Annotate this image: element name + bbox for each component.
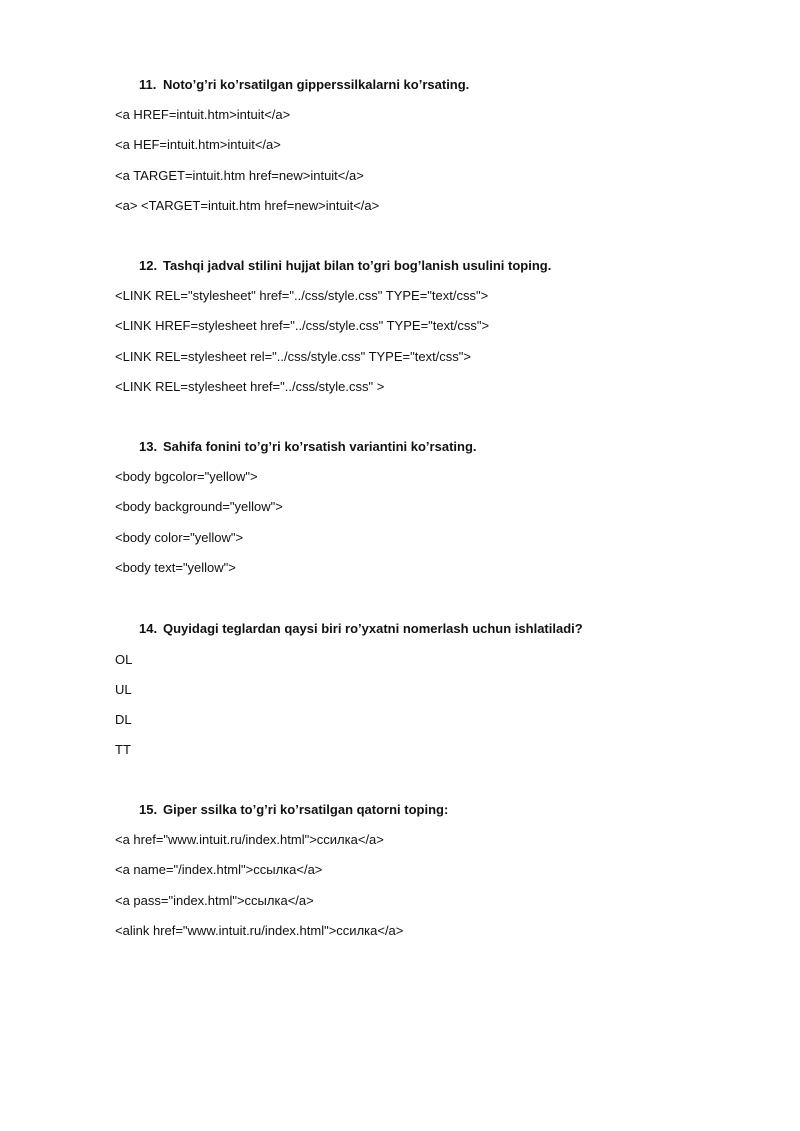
answer-option: <a TARGET=intuit.htm href=new>intuit</a> (115, 168, 364, 183)
question-text: Noto’g’ri ko’rsatilgan gipperssilkalarni ko’rsating. (163, 77, 470, 92)
answer-option: <body bgcolor="yellow"> (115, 469, 258, 484)
answer-option: UL (115, 682, 132, 697)
answer-option: <LINK HREF=stylesheet href="../css/style.css" TYPE="text/css"> (115, 318, 490, 333)
question-title (139, 621, 583, 637)
answer-option: DL (115, 712, 132, 727)
answer-option: <LINK REL=stylesheet href="../css/style.css" > (115, 379, 385, 394)
answer-option: <a HREF=intuit.htm>intuit</a> (115, 107, 291, 122)
answer-option: <LINK REL="stylesheet" href="../css/style.css" TYPE="text/css"> (115, 288, 489, 303)
question-number: 14. (139, 621, 158, 636)
question-number: 11. (139, 77, 157, 92)
answer-option: <body color="yellow"> (115, 530, 244, 545)
question-number: 12. (139, 258, 158, 273)
question-title (139, 77, 469, 93)
question-number: 13. (139, 439, 158, 454)
answer-option: <a name="/index.html">ссылка</a> (115, 862, 323, 877)
question-text: Sahifa fonini to’g’ri ko’rsatish variantini ko’rsating. (163, 439, 477, 454)
answer-option: <a href="www.intuit.ru/index.html">ссилка</a> (115, 832, 384, 847)
question-title (139, 258, 551, 274)
question-number: 15. (139, 802, 158, 817)
answer-option: <body text="yellow"> (115, 560, 236, 575)
question-text: Giper ssilka to’g’ri ko’rsatilgan qatorni toping: (163, 802, 449, 817)
answer-option: <LINK REL=stylesheet rel="../css/style.css" TYPE="text/css"> (115, 349, 471, 364)
question-text: Quyidagi teglardan qaysi biri ro’yxatni nomerlash uchun ishlatiladi? (163, 621, 583, 636)
question-title (139, 802, 448, 818)
answer-option: <a HEF=intuit.htm>intuit</a> (115, 137, 281, 152)
answer-option: OL (115, 652, 133, 667)
answer-option: <a> <TARGET=intuit.htm href=new>intuit</a> (115, 198, 380, 213)
answer-option: <alink href="www.intuit.ru/index.html">ссилка</a> (115, 923, 404, 938)
answer-option: <body background="yellow"> (115, 499, 283, 514)
question-text: Tashqi jadval stilini hujjat bilan to’gri bog’lanish usulini toping. (163, 258, 552, 273)
answer-option: TT (115, 742, 131, 757)
answer-option: <a pass="index.html">ссылка</a> (115, 893, 314, 908)
question-title (139, 439, 477, 455)
